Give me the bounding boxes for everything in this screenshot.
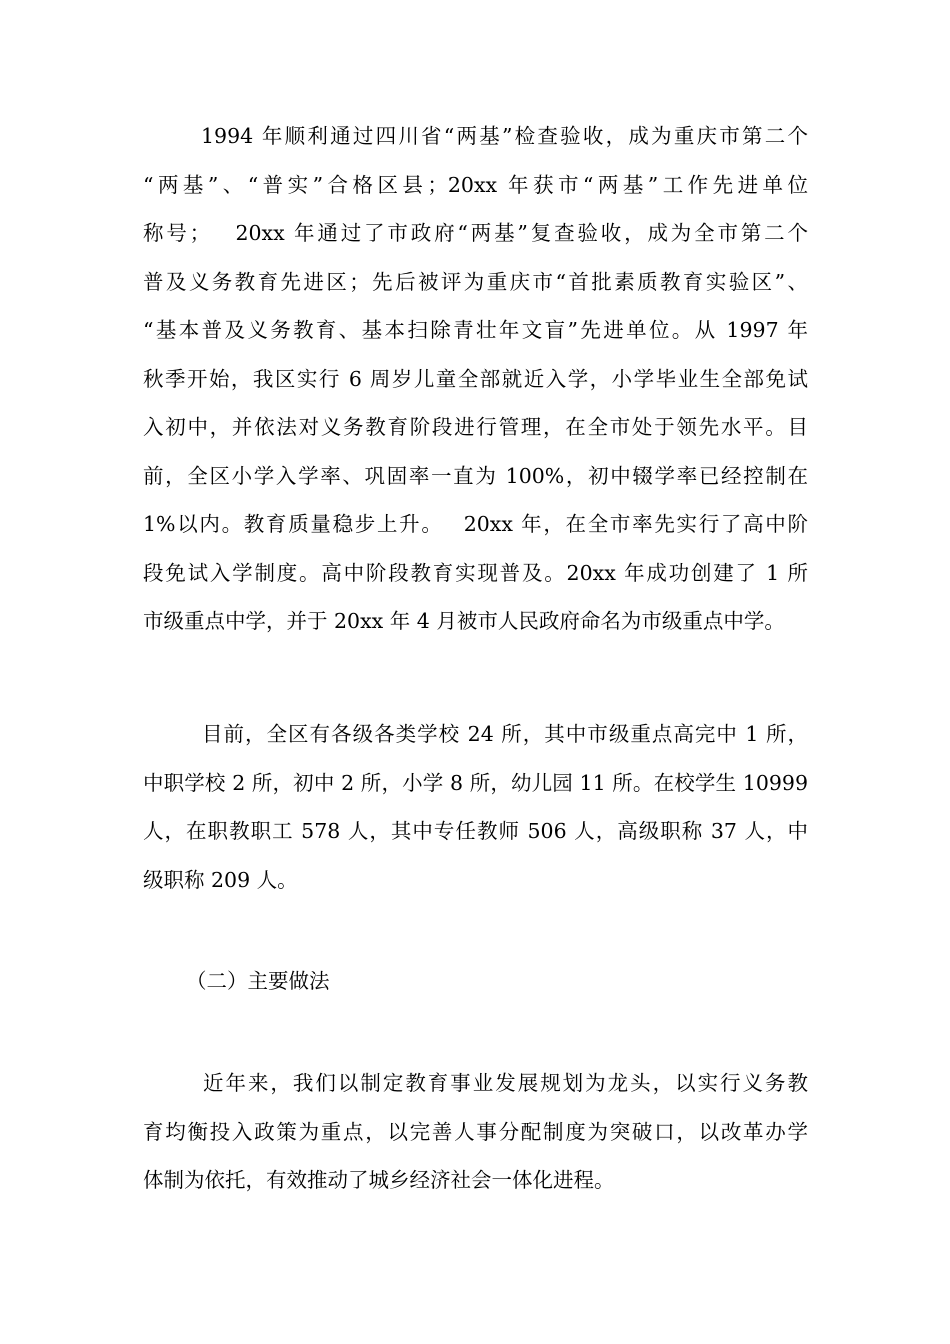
text-line: 育均衡投入政策为重点，以完善人事分配制度为突破口，以改革办学 — [143, 1119, 808, 1144]
text-line: 1994 年顺利通过四川省“两基”检查验收，成为重庆市第二个 — [201, 124, 808, 148]
text-line: 普及义务教育先进区；先后被评为重庆市“首批素质教育实验区”、 — [143, 269, 808, 294]
text-line: 中职学校 2 所，初中 2 所，小学 8 所，幼儿园 11 所。在校学生 10999 — [143, 770, 808, 795]
text-line: 前，全区小学入学率、巩固率一直为 100%，初中辍学率已经控制在 — [143, 463, 808, 488]
paragraph-education-history — [143, 112, 808, 646]
paragraph-school-statistics — [143, 710, 808, 904]
text-line: 体制为依托，有效推动了城乡经济社会一体化进程。 — [143, 1168, 615, 1192]
paragraph-main-measures — [143, 1059, 808, 1205]
text-line: 1%以内。教育质量稳步上升。 20xx 年，在全市率先实行了高中阶 — [143, 512, 808, 536]
text-line: 称号； 20xx 年通过了市政府“两基”复查验收，成为全市第二个 — [143, 221, 808, 245]
text-line: 目前，全区有各级各类学校 24 所，其中市级重点高完中 1 所， — [201, 722, 808, 746]
section-heading: （二）主要做法 — [186, 969, 330, 993]
text-line: 段免试入学制度。高中阶段教育实现普及。20xx 年成功创建了 1 所 — [143, 560, 808, 585]
text-line: “两基”、“普实”合格区县；20xx 年获市“两基”工作先进单位 — [143, 172, 808, 197]
text-line: 人，在职教职工 578 人，其中专任教师 506 人，高级职称 37 人，中 — [143, 819, 808, 843]
text-line: 入初中，并依法对义务教育阶段进行管理，在全市处于领先水平。目 — [143, 415, 808, 439]
text-line: “基本普及义务教育、基本扫除青壮年文盲”先进单位。从 1997 年 — [143, 318, 808, 342]
text-line: 秋季开始，我区实行 6 周岁儿童全部就近入学，小学毕业生全部免试 — [143, 366, 808, 391]
text-line: 近年来，我们以制定教育事业发展规划为龙头，以实行义务教 — [201, 1071, 808, 1095]
text-line: 市级重点中学，并于 20xx 年 4 月被市人民政府命名为市级重点中学。 — [143, 609, 785, 633]
text-line: 级职称 209 人。 — [143, 867, 298, 892]
